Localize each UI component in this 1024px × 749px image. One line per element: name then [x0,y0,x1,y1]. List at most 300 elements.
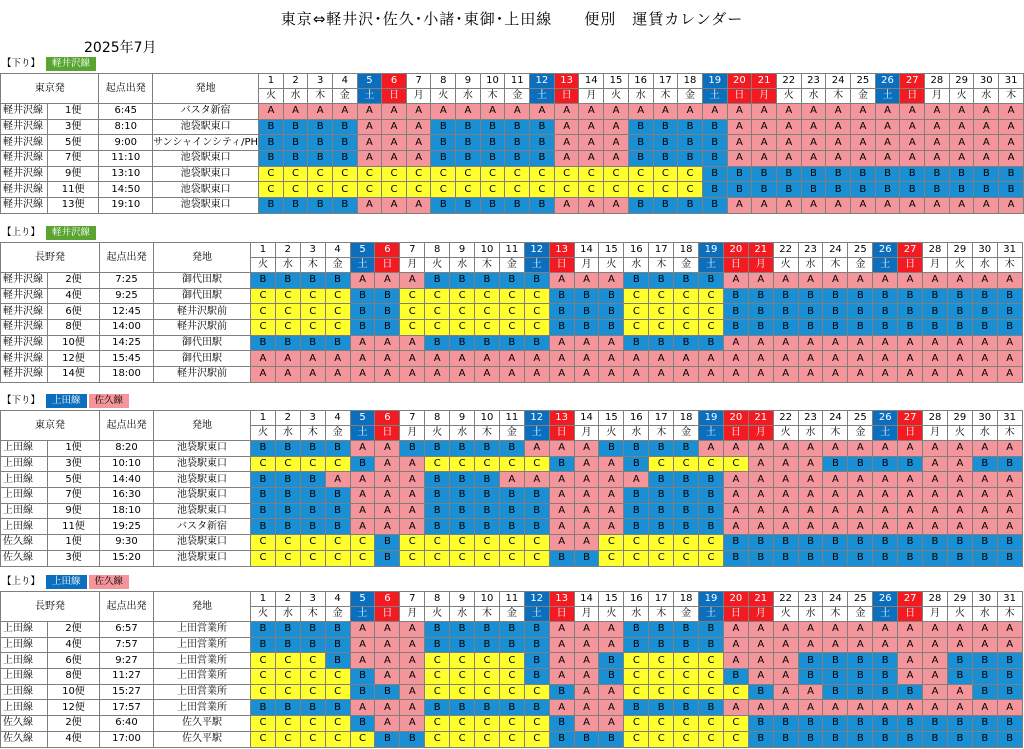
fare-cell: A [499,367,524,383]
fare-cell: B [923,288,948,304]
table-row [1,488,1023,504]
weekday: 土 [350,426,375,441]
line-name: 佐久線 [1,550,48,566]
fare-cell: B [283,151,308,167]
fare-cell: A [554,198,579,214]
departure-time: 17:57 [100,700,154,716]
departure-place: 佐久平駅 [154,716,251,732]
fare-cell: A [776,151,801,167]
fare-cell: B [251,472,276,488]
fare-cell: A [823,488,848,504]
fare-cell: B [549,304,574,320]
fare-cell: B [999,182,1024,198]
weekday: 水 [972,258,997,273]
weekday: 木 [997,258,1022,273]
departure-place: 軽井沢駅前 [154,304,251,320]
fare-cell: B [947,304,972,320]
fare-cell: C [624,288,649,304]
day-number: 28 [923,243,948,258]
day-number: 5 [350,411,375,426]
day-number: 6 [375,592,400,607]
fare-cell: C [275,684,300,700]
line-name: 上田線 [1,622,48,638]
fare-cell: A [873,503,898,519]
fare-cell: C [450,731,475,747]
table-row [1,351,1023,367]
day-number: 25 [848,411,873,426]
fare-cell: A [505,104,530,120]
fare-cell: A [723,441,748,457]
day-number: 9 [456,74,481,89]
fare-cell: A [574,535,599,551]
day-number: 31 [997,411,1022,426]
fare-cell: B [997,731,1022,747]
fare-cell: A [972,273,997,289]
fare-cell: B [898,288,923,304]
fare-cell: C [400,535,425,551]
fare-cell: A [997,351,1022,367]
fare-cell: C [425,535,450,551]
table-row [1,550,1023,566]
fare-cell: A [727,198,752,214]
day-number: 19 [699,411,724,426]
fare-cell: B [475,519,500,535]
day-number: 4 [325,592,350,607]
fare-cell: B [773,304,798,320]
fare-cell: A [773,684,798,700]
fare-cell: C [300,304,325,320]
weekday: 金 [678,89,703,104]
fare-cell: A [727,119,752,135]
fare-cell: A [873,637,898,653]
departure-time-header: 起点出発 [100,592,154,622]
fare-cell: A [923,367,948,383]
fare-cell: A [823,335,848,351]
fare-cell: C [649,304,674,320]
bin-number: 2便 [48,273,100,289]
fare-cell: C [275,456,300,472]
table-row [1,637,1023,653]
fare-cell: B [350,684,375,700]
fare-cell: B [499,519,524,535]
departure-time: 9:30 [100,535,154,551]
bin-number: 7便 [48,488,100,504]
fare-cell: A [974,104,999,120]
fare-cell: A [748,456,773,472]
fare-cell: A [599,622,624,638]
weekday: 火 [947,607,972,622]
fare-cell: A [727,104,752,120]
fare-cell: B [972,304,997,320]
fare-cell: B [848,731,873,747]
fare-cell: B [425,488,450,504]
fare-cell: C [300,456,325,472]
fare-cell: A [997,335,1022,351]
fare-cell: A [947,519,972,535]
fare-cell: B [530,119,555,135]
fare-cell: A [499,472,524,488]
fare-cell: C [450,288,475,304]
fare-cell: B [456,119,481,135]
fare-cell: A [848,441,873,457]
fare-cell: A [549,472,574,488]
fare-cell: B [599,731,624,747]
fare-cell: C [499,304,524,320]
fare-cell: A [798,488,823,504]
fare-cell: C [382,182,407,198]
fare-cell: A [776,104,801,120]
origin-header: 東京発 [1,74,99,104]
fare-cell: A [579,198,604,214]
fare-cell: B [375,550,400,566]
fare-cell: B [997,716,1022,732]
line-name: 軽井沢線 [1,135,48,151]
fare-cell: A [848,519,873,535]
fare-cell: B [450,472,475,488]
fare-cell: C [275,320,300,336]
departure-place: サンシャインシティ/PH [153,135,259,151]
fare-cell: B [524,700,549,716]
fare-cell: B [499,441,524,457]
day-number: 28 [923,592,948,607]
day-number: 16 [624,243,649,258]
fare-cell: B [947,550,972,566]
fare-cell: A [875,198,900,214]
section-label [2,575,131,589]
weekday: 月 [923,607,948,622]
fare-cell: B [599,304,624,320]
departure-time: 12:45 [100,304,154,320]
fare-cell: A [898,472,923,488]
weekday: 火 [949,89,974,104]
fare-cell: C [251,716,276,732]
fare-cell: C [325,669,350,685]
day-number: 8 [431,74,456,89]
fare-cell: C [628,182,653,198]
day-number: 30 [972,243,997,258]
fare-cell: A [773,335,798,351]
weekday: 水 [450,607,475,622]
fare-cell: B [524,637,549,653]
fare-cell: A [851,198,876,214]
fare-cell: B [699,700,724,716]
line-name: 佐久線 [1,535,48,551]
fare-cell: A [574,653,599,669]
fare-cell: C [275,731,300,747]
line-name: 軽井沢線 [1,273,48,289]
fare-cell: A [748,472,773,488]
fare-cell: B [325,637,350,653]
weekday: 木 [300,258,325,273]
fare-cell: B [773,731,798,747]
fare-cell: A [748,351,773,367]
fare-cell: A [997,519,1022,535]
line-name: 軽井沢線 [1,198,48,214]
departure-place: 池袋駅東口 [154,441,251,457]
fare-cell: B [674,273,699,289]
fare-cell: A [350,519,375,535]
fare-cell: A [456,104,481,120]
fare-cell: B [923,550,948,566]
fare-cell: B [308,151,333,167]
day-number: 31 [997,592,1022,607]
fare-cell: A [900,151,925,167]
fare-cell: A [773,273,798,289]
fare-cell: A [599,472,624,488]
fare-calendar-table [0,73,1024,214]
fare-cell: A [801,151,826,167]
table-row [1,519,1023,535]
fare-cell: A [549,669,574,685]
fare-cell: C [649,535,674,551]
weekday: 火 [251,607,276,622]
fare-cell: A [375,637,400,653]
day-number: 30 [972,592,997,607]
bin-number: 3便 [47,119,98,135]
departure-place: 佐久平駅 [154,731,251,747]
fare-cell: B [900,182,925,198]
fare-cell: B [450,519,475,535]
fare-cell: A [251,351,276,367]
day-number: 17 [653,74,678,89]
departure-place: 池袋駅東口 [154,535,251,551]
day-number: 14 [574,411,599,426]
fare-cell: B [773,716,798,732]
fare-cell: A [848,488,873,504]
fare-cell: A [873,488,898,504]
fare-cell: A [798,472,823,488]
fare-cell: B [251,335,276,351]
fare-cell: C [425,669,450,685]
fare-cell: A [574,669,599,685]
bin-number: 8便 [48,669,100,685]
fare-cell: B [999,166,1024,182]
fare-cell: A [350,335,375,351]
weekday: 木 [480,89,505,104]
fare-cell: B [628,151,653,167]
fare-cell: B [848,320,873,336]
weekday: 木 [823,607,848,622]
fare-cell: B [475,700,500,716]
fare-cell: C [406,182,431,198]
day-number: 3 [300,411,325,426]
fare-cell: B [947,716,972,732]
fare-cell: A [579,151,604,167]
fare-cell: A [599,503,624,519]
weekday: 月 [748,607,773,622]
weekday: 木 [997,426,1022,441]
fare-cell: B [450,335,475,351]
weekday: 日 [900,89,925,104]
departure-place: 軽井沢駅前 [154,367,251,383]
fare-cell: A [480,104,505,120]
table-row [1,472,1023,488]
fare-cell: A [947,700,972,716]
fare-cell: A [382,135,407,151]
fare-cell: A [925,119,950,135]
departure-place: 池袋駅東口 [154,456,251,472]
fare-cell: C [325,320,350,336]
day-number: 28 [925,74,950,89]
fare-cell: A [400,351,425,367]
fare-cell: A [357,135,382,151]
fare-cell: B [599,441,624,457]
fare-cell: C [275,535,300,551]
fare-cell: B [308,135,333,151]
fare-cell: C [332,166,357,182]
day-number: 29 [947,592,972,607]
weekday: 水 [798,607,823,622]
day-number: 7 [400,592,425,607]
fare-cell: A [801,135,826,151]
weekday: 金 [505,89,530,104]
fare-cell: B [848,716,873,732]
fare-cell: A [375,441,400,457]
fare-cell: A [549,535,574,551]
fare-cell: C [653,166,678,182]
fare-cell: A [923,622,948,638]
fare-cell: A [900,104,925,120]
day-number: 18 [674,411,699,426]
fare-cell: B [947,535,972,551]
table-row [1,273,1023,289]
fare-cell: A [574,472,599,488]
day-number: 27 [898,243,923,258]
fare-cell: A [350,472,375,488]
fare-cell: A [823,351,848,367]
fare-cell: B [997,288,1022,304]
fare-cell: C [699,716,724,732]
fare-cell: C [530,182,555,198]
fare-cell: A [325,472,350,488]
fare-cell: B [997,535,1022,551]
fare-cell: A [604,198,629,214]
fare-cell: C [723,456,748,472]
fare-cell: B [997,320,1022,336]
fare-cell: A [898,519,923,535]
fare-cell: B [251,700,276,716]
line-tag: 軽井沢線 [46,226,96,240]
fare-cell: B [275,700,300,716]
departure-place: 池袋駅東口 [153,151,259,167]
fare-cell: B [974,182,999,198]
origin-header: 東京発 [1,411,100,441]
fare-cell: B [300,519,325,535]
fare-cell: A [875,119,900,135]
day-number: 7 [400,411,425,426]
fare-cell: C [300,535,325,551]
fare-cell: C [425,716,450,732]
fare-cell: B [798,653,823,669]
fare-cell: C [475,320,500,336]
weekday: 木 [649,426,674,441]
fare-cell: B [325,441,350,457]
fare-cell: B [848,535,873,551]
fare-cell: A [723,351,748,367]
fare-cell: A [798,700,823,716]
fare-cell: B [624,519,649,535]
fare-cell: A [400,367,425,383]
fare-cell: A [798,441,823,457]
day-number: 4 [332,74,357,89]
fare-cell: C [300,716,325,732]
fare-cell: B [308,198,333,214]
table-row [1,166,1024,182]
weekday: 水 [275,607,300,622]
fare-cell: A [727,135,752,151]
weekday: 土 [873,258,898,273]
fare-cell: C [251,653,276,669]
table-row [1,653,1023,669]
fare-cell: A [549,335,574,351]
period-label: 2025年7月 [84,40,157,56]
fare-cell: B [475,441,500,457]
line-tag: 上田線 [46,394,87,408]
fare-cell: B [699,637,724,653]
fare-cell: A [723,637,748,653]
fare-cell: C [325,731,350,747]
fare-cell: A [974,135,999,151]
fare-cell: B [702,166,727,182]
fare-cell: A [325,351,350,367]
day-number: 21 [748,592,773,607]
fare-cell: A [972,622,997,638]
fare-cell: B [997,304,1022,320]
fare-cell: B [480,198,505,214]
fare-cell: A [823,503,848,519]
fare-cell: A [923,519,948,535]
fare-cell: A [653,104,678,120]
line-name: 軽井沢線 [1,288,48,304]
fare-cell: A [275,367,300,383]
fare-cell: A [949,119,974,135]
fare-cell: B [624,441,649,457]
fare-cell: C [425,550,450,566]
day-number: 31 [999,74,1024,89]
fare-calendar-table [0,242,1023,383]
departure-place-header: 発地 [153,74,259,104]
weekday: 金 [499,258,524,273]
fare-cell: A [923,456,948,472]
fare-cell: C [505,166,530,182]
fare-cell: C [628,166,653,182]
fare-cell: C [649,653,674,669]
day-number: 19 [699,592,724,607]
fare-cell: A [823,273,848,289]
fare-cell: A [400,456,425,472]
fare-cell: C [475,731,500,747]
weekday: 水 [275,426,300,441]
fare-cell: B [823,653,848,669]
bin-number: 5便 [48,472,100,488]
fare-cell: C [251,669,276,685]
day-number: 15 [599,243,624,258]
fare-cell: A [549,622,574,638]
fare-cell: A [898,273,923,289]
fare-cell: C [400,304,425,320]
fare-cell: B [947,288,972,304]
fare-cell: C [275,288,300,304]
fare-cell: B [823,535,848,551]
weekday: 火 [773,258,798,273]
fare-cell: A [851,151,876,167]
fare-cell: B [798,535,823,551]
fare-cell: C [251,550,276,566]
fare-cell: A [947,273,972,289]
line-name: 佐久線 [1,731,48,747]
fare-cell: B [851,166,876,182]
fare-cell: B [947,653,972,669]
